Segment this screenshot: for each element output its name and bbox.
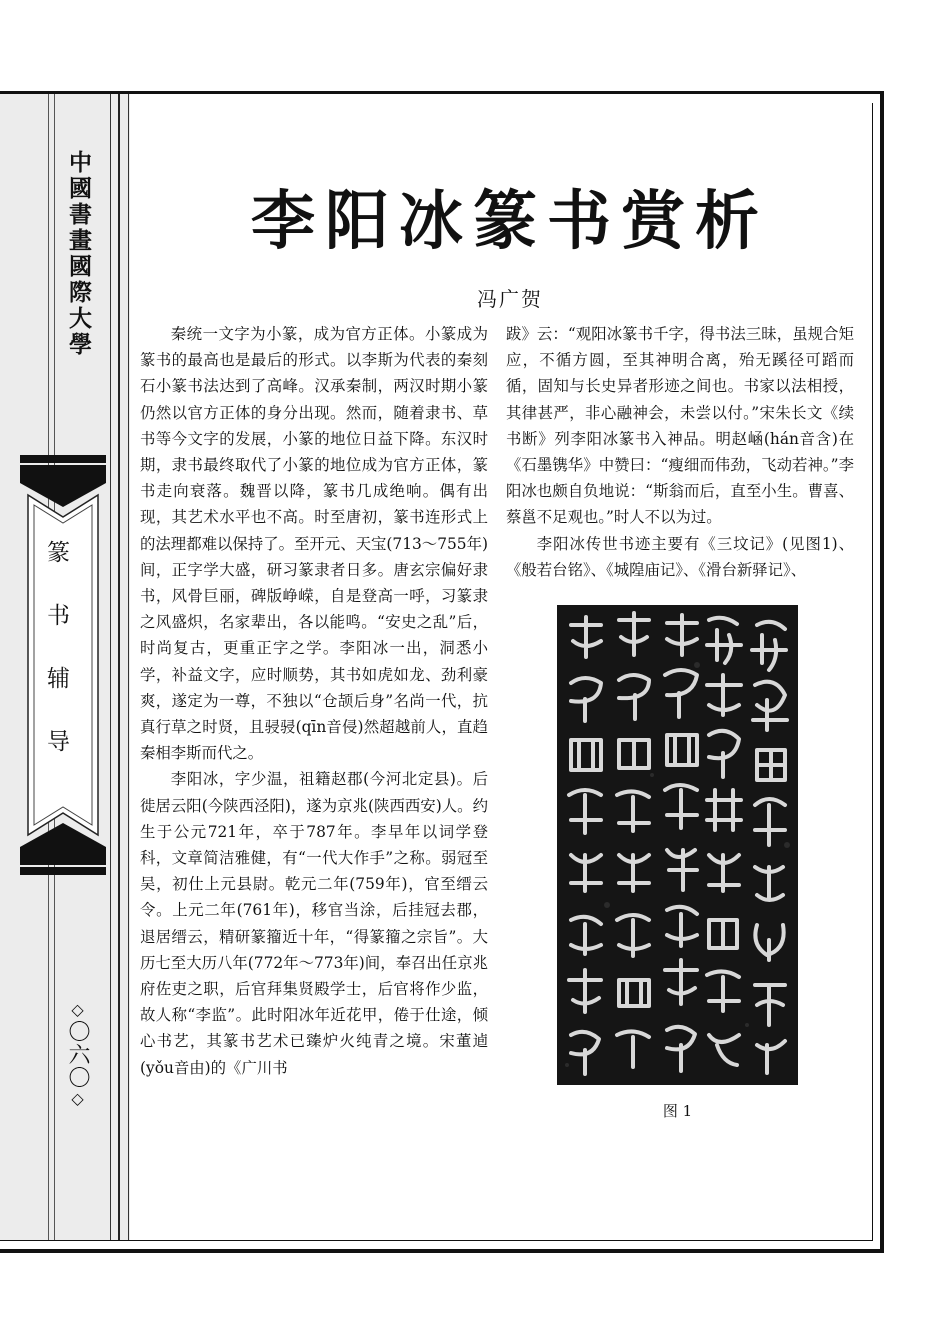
diamond-icon: ◇: [68, 1089, 87, 1109]
seal-script-rubbing: [557, 605, 798, 1085]
university-name: 中國書畫國際大學: [65, 150, 91, 358]
frame-inner-bottom-border: [0, 1240, 873, 1241]
left-column: [140, 321, 488, 1081]
frame-bottom-border: [0, 1249, 884, 1253]
calligraphy-rubbing-image: [557, 605, 798, 1085]
diamond-icon: ◇: [68, 1000, 87, 1020]
frame-top-border: [0, 91, 884, 94]
article-title: 李阳冰篆书赏析: [251, 184, 769, 259]
sidebar-rule: [118, 94, 120, 1240]
paragraph: 秦统一文字为小篆，成为官方正体。小篆成为篆书的最高也是最后的形式。以李斯为代表的秦刻石小篆书法达到了高峰。汉承秦制，两汉时期小篆仍然以官方正体的身分出现。然而，随着隶书、草书等今文字的发展，小篆的地位日益下降。东汉时期，隶书最终取代了小篆的地位成为官方正体，篆书走向衰落。魏晋以降，篆书几成绝响。偶有出现，其艺术水平也不高。时至唐初，篆书连形式上的法理都难以保持了。至开元、天宝(713～755年)间，正字学大盛，研习篆隶者日多。唐玄宗偏好隶书，风骨巨丽，碑版峥嵘，自是登高一呼，习篆隶之风盛炽，名家辈出，各以能鸣。“安史之乱”后，时尚复古，更重正字之学。李阳冰一出，洞悉小学，补益文字，应时顺势，其书如虎如龙、劲利豪爽，遂定为一尊，不独以“仓颉后身”名尚一代，抗真行草之时贤，且骎骎(qīn音侵)然超越前人，直趋秦相李斯而代之。: [140, 325, 488, 763]
figure-caption: 图 1: [662, 1102, 693, 1120]
frame-inner-right-border: [872, 103, 873, 1241]
paragraph: 李阳冰，字少温，祖籍赵郡(今河北定县)。后徙居云阳(今陕西泾阳)，遂为京兆(陕西西安)人。约生于公元721年，卒于787年。李早年以词学登科，文章简洁雅健，有“一代大作手”之称。弱冠至吴，初仕上元县尉。乾元二年(759年)，官至缙云令。上元二年(761年)，移官当涂，后挂冠去郡，退居缙云，精研篆籀近十年，“得篆籀之宗旨”。大历七至大历八年(772年～773年)间，奉召出任京兆府佐吏之职，后官拜集贤殿学士，后官将作少监，故人称“李监”。此时阳冰年近花甲，倦于仕途，倾心书艺，其篆书艺术已臻炉火纯青之境。宋董逌(yǒu音由)的《广川书: [140, 770, 488, 1077]
right-column: [506, 321, 854, 583]
sidebar-rule: [128, 94, 129, 1240]
frame-right-border: [880, 91, 884, 1253]
sidebar-rule: [110, 94, 111, 1240]
section-label: 篆书辅导: [43, 540, 69, 792]
paragraph-continuation: 跋》云：“观阳冰篆书千字，得书法三昧，虽规合矩应，不循方圆，至其神明合离，殆无蹊径可蹈而循，固知与长史异者形迹之间也。书家以法相授，其律甚严，非心融神会，未尝以付。”宋朱长文《续书断》列李阳冰篆书入神品。明赵崡(hán音含)在《石墨镌华》中赞曰：“瘦细而伟劲，飞动若神。”李阳冰也颇自负地说：“斯翁而后，直至小生。曹喜、蔡邕不足观也。”时人不以为过。: [506, 325, 854, 527]
page-number-text: 〇六〇: [65, 1020, 90, 1089]
article-author: 冯广贺: [477, 287, 543, 311]
paragraph: 李阳冰传世书迹主要有《三坟记》(见图1)、《般若台铭》、《城隍庙记》、《滑台新驿记》、: [506, 534, 854, 579]
page-number: [62, 1000, 93, 1109]
